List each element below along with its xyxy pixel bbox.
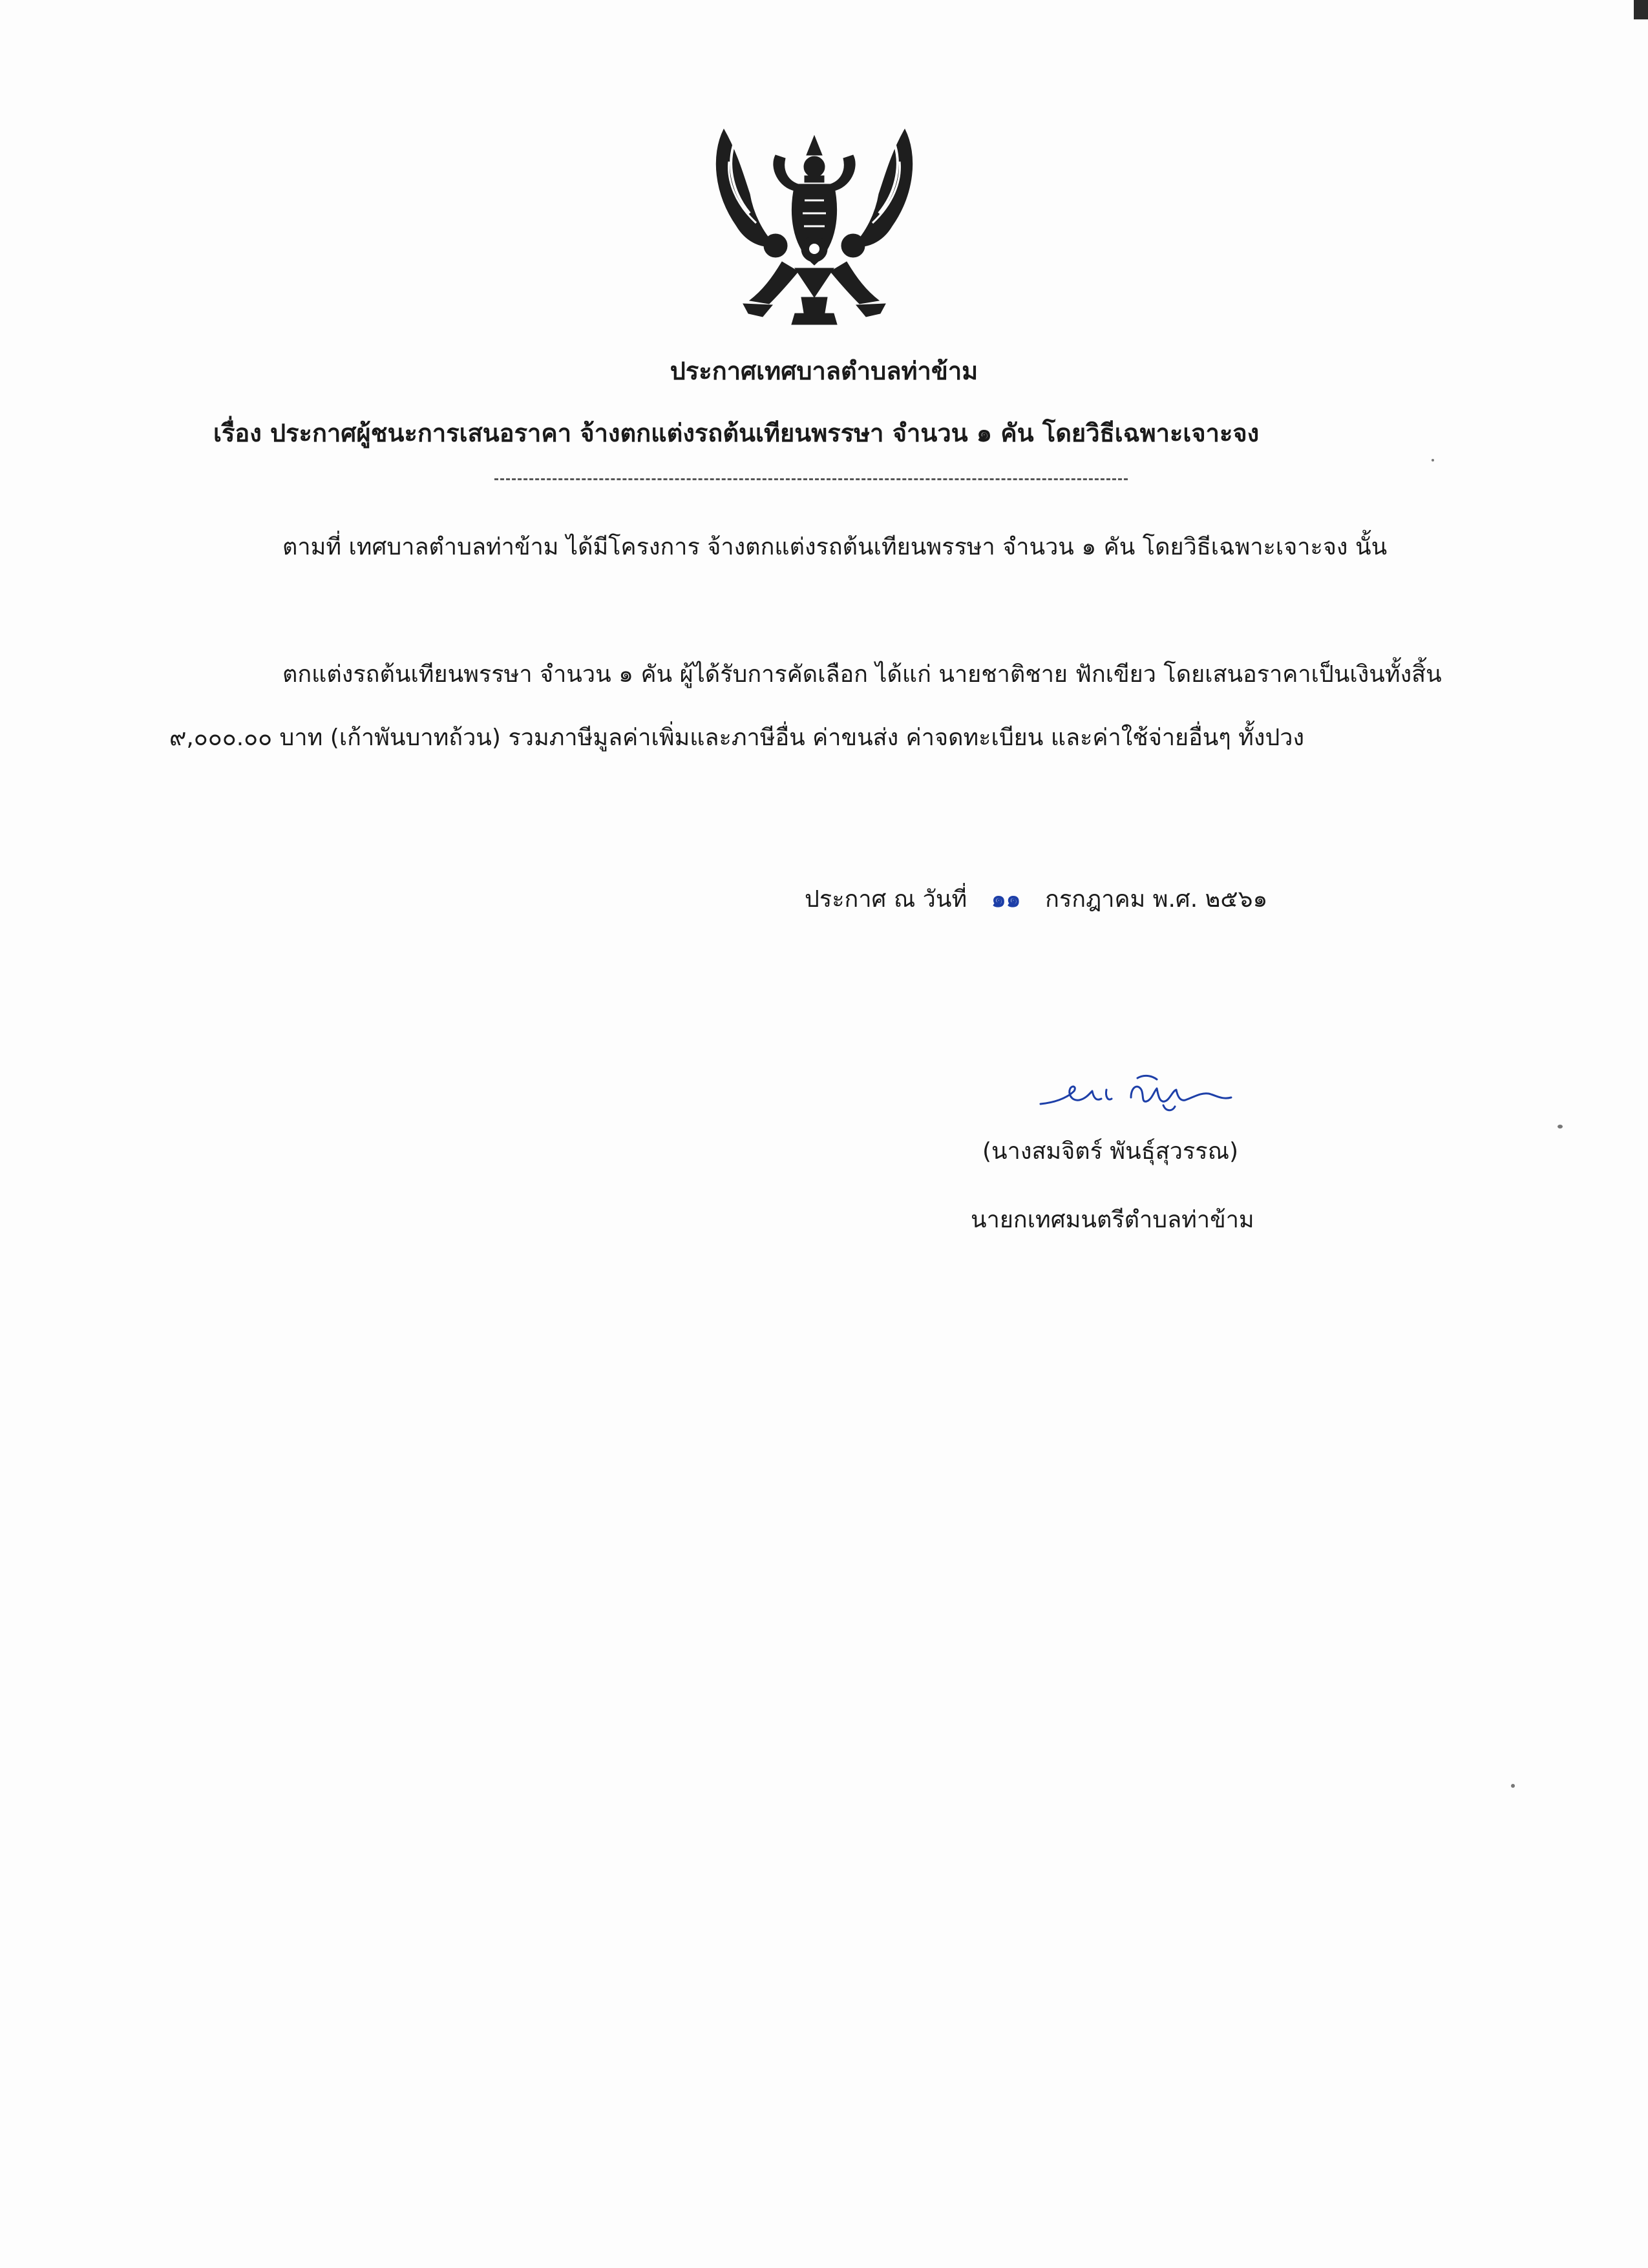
scan-speck [1511,1784,1515,1788]
date-prefix: ประกาศ ณ วันที่ [805,886,967,913]
signatory-position: นายกเทศมนตรีตำบลท่าข้าม [971,1207,1254,1233]
scan-speck [1558,1125,1563,1129]
announcement-subject: เรื่อง ประกาศผู้ชนะการเสนอราคา จ้างตกแต่งรถต้นเทียนพรรษา จำนวน ๑ คัน โดยวิธีเฉพาะเจาะจง [213,419,1260,447]
signatory-name: (นางสมจิตร์ พันธุ์สุวรรณ) [982,1138,1239,1165]
title-separator [494,478,1128,480]
announcement-date [805,880,1267,919]
announcement-issuer: ประกาศเทศบาลตำบลท่าข้าม [670,357,978,385]
scan-speck [1431,459,1434,461]
date-month-year: กรกฎาคม พ.ศ. ๒๕๖๑ [1045,886,1268,913]
body-paragraph-1: ตามที่ เทศบาลตำบลท่าข้าม ได้มีโครงการ จ้างตกแต่งรถต้นเทียนพรรษา จำนวน ๑ คัน โดยวิธีเฉพาะเจาะจง นั้น [282,534,1388,560]
scan-edge-mark [1634,0,1648,19]
garuda-emblem-icon [698,116,931,330]
body-paragraph-2: ตกแต่งรถต้นเทียนพรรษา จำนวน ๑ คัน ผู้ได้รับการคัดเลือก ได้แก่ นายชาติชาย ฟักเขียว โดยเสนอราคาเป็นเงินทั้งสิ้น ๙,๐๐๐.๐๐ บาท (เก้าพันบาทถ้วน) รวมภาษีมูลค่าเพิ่มและภาษีอื่น ค่าขนส่ง ค่าจดทะเบียน และค่าใช้จ่ายอื่นๆ ทั้งปวง [169,661,1442,751]
date-day: ๑๑ [991,886,1021,913]
handwritten-signature-icon [1034,1065,1241,1117]
